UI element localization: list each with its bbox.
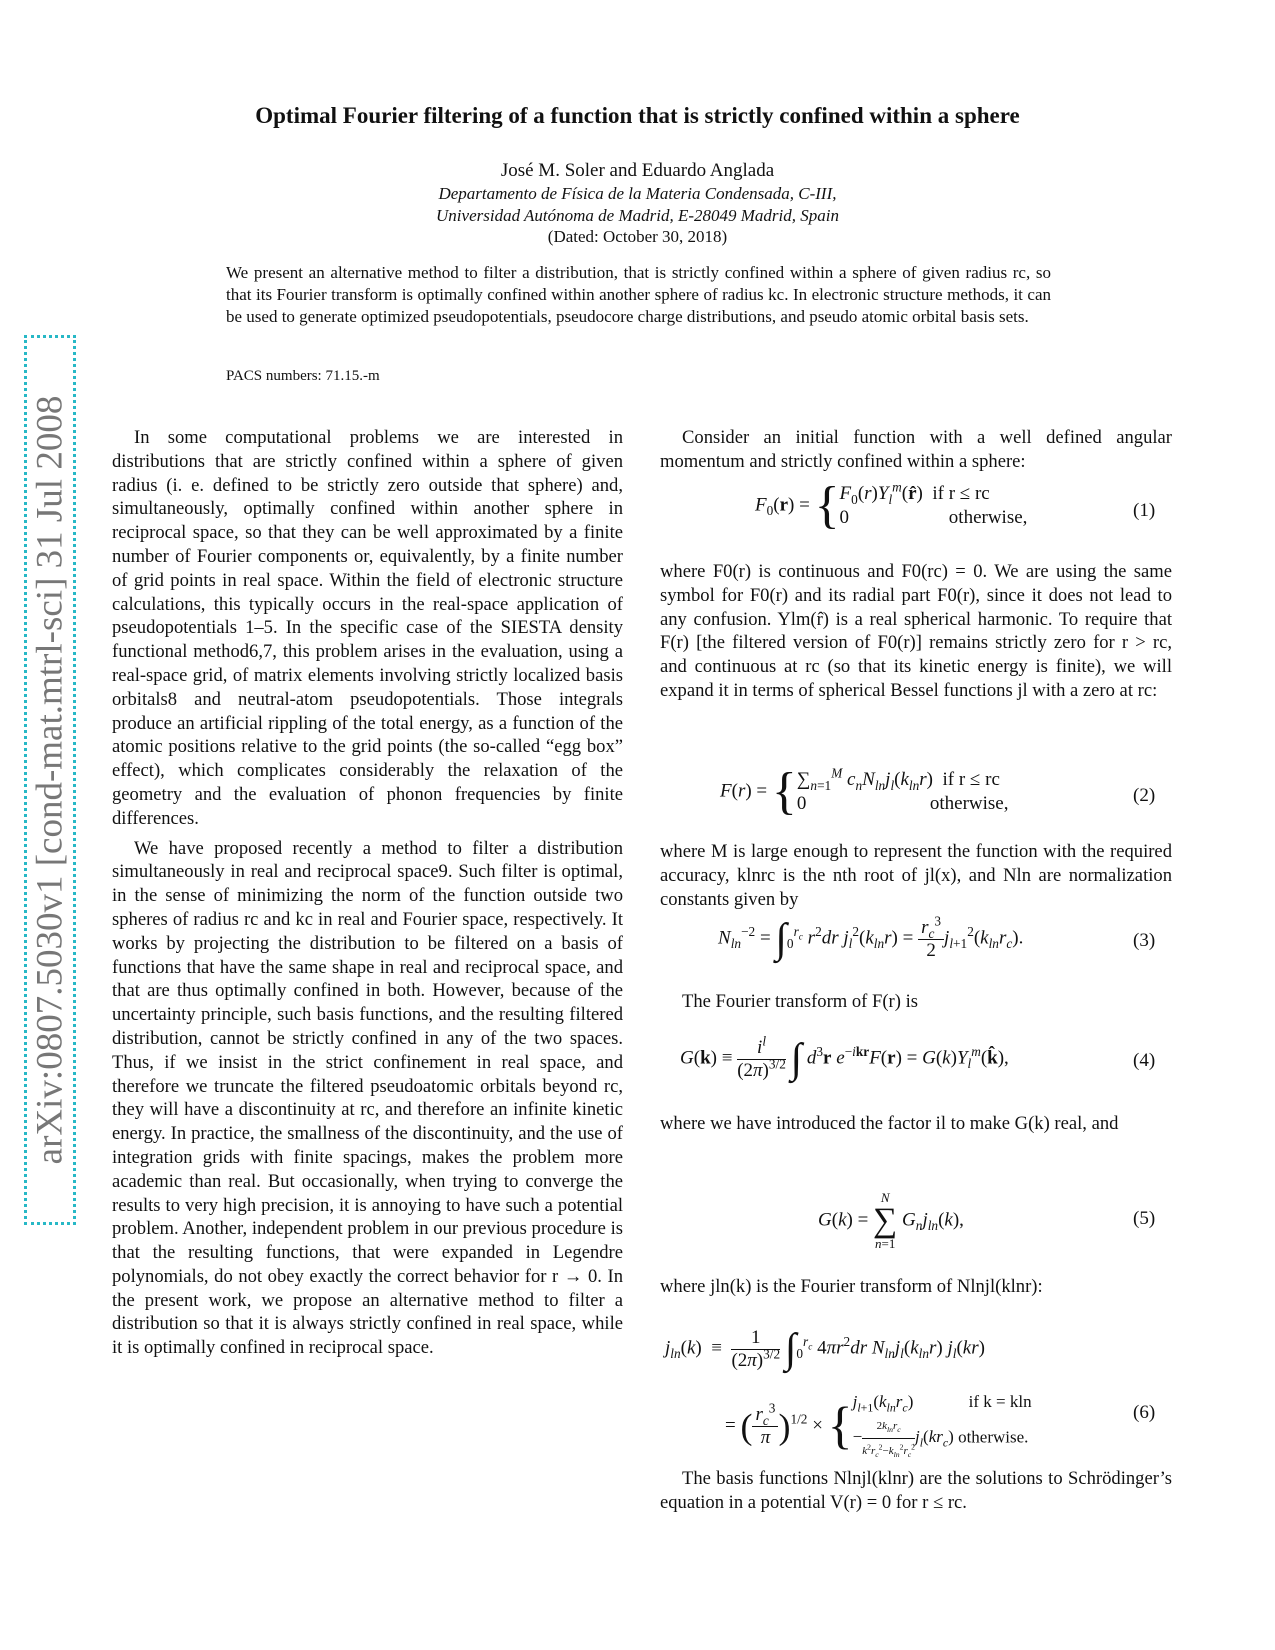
equation-number-4: (4) (1133, 1050, 1156, 1071)
right-paragraph-7: The basis functions Nlnjl(klnr) are the solutions to Schrödinger’s equation in a potential V(r) = 0 for r ≤ rc. (660, 1468, 1172, 1513)
case-if-k: if k = kln (968, 1392, 1032, 1411)
right-intro: Consider an initial function with a well defined angular momentum and strictly confined within a sphere: (660, 427, 1172, 472)
right-paragraph-4: The Fourier transform of F(r) is (682, 991, 918, 1012)
equation-number-1: (1) (1133, 500, 1156, 521)
case-otherwise-2: otherwise, (929, 793, 1009, 814)
right-paragraph-2: where F0(r) is continuous and F0(rc) = 0. We are using the same symbol for F0(r) and its radial part F0(r), since it does not lead to any confusion. Ylm(r̂) is a real spherical harmonic. To require that F(r) [the filtered version of F0(r)] remains strictly zero for r > rc, and continuous at rc (so that its kinetic energy is finite), we will expand it in terms of spherical Bessel functions jl with a zero at rc: (660, 561, 1172, 701)
affiliation-line-1: Departamento de Física de la Materia Condensada, C-III, (438, 184, 837, 203)
equation-6-line-1: $j_{ln}(k)$ ≡ $\frac{1}{(2\pi)^{3/2}}$ $\int_0^{r_c}$ $4\pi r^2dr$ $N_{ln}j_l(k_{ln}r)$ $j_l(kr)$ (665, 1326, 985, 1372)
affiliation-line-2: Universidad Autónoma de Madrid, E-28049 Madrid, Spain (436, 206, 839, 225)
pacs-numbers: PACS numbers: 71.15.-m (226, 368, 380, 384)
arxiv-sidebar (24, 335, 76, 1225)
right-paragraph-6: where jln(k) is the Fourier transform of Nlnjl(klnr): (660, 1276, 1043, 1297)
case-if: if r ≤ rc (932, 483, 990, 504)
case-otherwise-k: otherwise. (958, 1427, 1029, 1447)
equation-6-line-2: = ( $\frac{r_c^3}{\pi}$ )$^{1/2} \times \{j_{l+1}(k_{ln}r_c)$ if k = kln − $\frac{2k_{ln}r_c}{k^2r_c^2-k_{ln}^2r_c^2}$ $j_l(kr_c)$ otherwise. (725, 1392, 1032, 1460)
left-column (112, 426, 623, 1360)
case-otherwise: otherwise, (948, 507, 1028, 528)
authors: José M. Soler and Eduardo Anglada (500, 160, 775, 181)
arxiv-identifier: arXiv:0807.5030v1 [cond-mat.mtrl-sci] 31 Jul 2008 (29, 395, 71, 1165)
equation-number-2: (2) (1133, 785, 1156, 806)
equation-number-6: (6) (1133, 1402, 1156, 1423)
equation-5: G(k) = N ∑ n=1 $G_nj_{ln}(k)$, (818, 1190, 964, 1251)
right-paragraph-5: where we have introduced the factor il to make G(k) real, and (660, 1113, 1119, 1134)
right-paragraph-3: where M is large enough to represent the function with the required accuracy, klnrc is the nth root of jl(x), and Nln are normalization constants given by (660, 841, 1172, 910)
equation-2: $F(r) = \{\sum_{n=1}^M$ $c_nN_{ln}j_l(k_{ln}r)$ if r ≤ rc 0 otherwise, (720, 763, 1009, 820)
intro-paragraph: In some computational problems we are interested in distributions that are strictly confined within a sphere of given radius (i. e. defined to be strictly zero outside that sphere) and, simultaneously, optimally confined within another sphere in reciprocal space, so that they can be well approximated by a finite number of Fourier components or, equivalently, by a finite number of grid points in real space. Within the field of electronic structure calculations, this typically occurs in the real-space application of pseudopotentials 1–5. In the specific case of the SIESTA density functional method6,7, this problem arises in the evaluation, using a real-space grid, of matrix elements involving strictly localized basis orbitals8 and neutral-atom pseudopotentials. Those integrals produce an artificial rippling of the total energy, as a function of the atomic positions relative to the grid points (the so-called “egg box” effect), which complicates considerably the relaxation of the geometry and the evaluation of phonon frequencies by finite differences. (112, 427, 623, 829)
dated: (Dated: October 30, 2018) (547, 227, 728, 246)
method-paragraph: We have proposed recently a method to filter a distribution simultaneously in real and reciprocal space9. Such filter is optimal, in the sense of minimizing the norm of the function outside two spheres of radius rc and kc in real and Fourier space, respectively. It works by projecting the distribution to be filtered on a basis of functions that have the same shape in real and reciprocal space, and that are thus optimally confined in both. However, because of the uncertainty principle, such basis functions, and the resulting filtered distribution, cannot be strictly confined in any of the two spaces. Thus, if we insist in the strict confinement in real space, and therefore we truncate the filtered pseudoatomic orbitals beyond rc, they will have a discontinuity at rc, and therefore an infinite kinetic energy. In practice, the smallness of the discontinuity, and the use of integration grids with finite spacings, makes the problem more academic than real. But occasionally, when trying to converge the results to very high precision, it is annoying to have such a potential problem. Another, independent problem in our previous procedure is that the resulting functions, that were expanded in Legendre polynomials, do not obey exactly the correct behavior for r → 0. In the present work, we propose an alternative method to filter a distribution so that it is always strictly confined in real space, while it is optimally confined in reciprocal space. (112, 837, 623, 1359)
equation-4: G(k) ≡ $\frac{i^l}{(2\pi)^{3/2}}$ ∫ $d^3r$ $e^{-ikr}F(r)$ = $G(k)Y_l^m(k̂)$, (680, 1033, 1009, 1082)
abstract: We present an alternative method to filter a distribution, that is strictly confined within a sphere of given radius rc, so that its Fourier transform is optimally confined within another sphere of radius kc. In electronic structure methods, it can be used to generate optimized pseudopotentials, pseudocore charge distributions, and pseudo atomic orbital basis sets. (226, 263, 1051, 326)
equation-number-5: (5) (1133, 1208, 1156, 1229)
equation-number-3: (3) (1133, 930, 1156, 951)
paper-title: Optimal Fourier filtering of a function that is strictly confined within a sphere (255, 103, 1020, 128)
equation-3: $N_{ln}^{-2} = \int_0^{r_c}$ $r^2dr$ $j_l^2(k_{ln}r)$ = $\frac{r_c^3}{2}$ $j_{l+1}^2(k_{ln}r_c)$. (718, 913, 1024, 962)
case-if-2: if r ≤ rc (942, 769, 1000, 790)
equation-1: $F_0(r)$ = {$F_0(r)Y_l^m(r̂)$ if r ≤ rc 0 otherwise, (755, 477, 1028, 534)
